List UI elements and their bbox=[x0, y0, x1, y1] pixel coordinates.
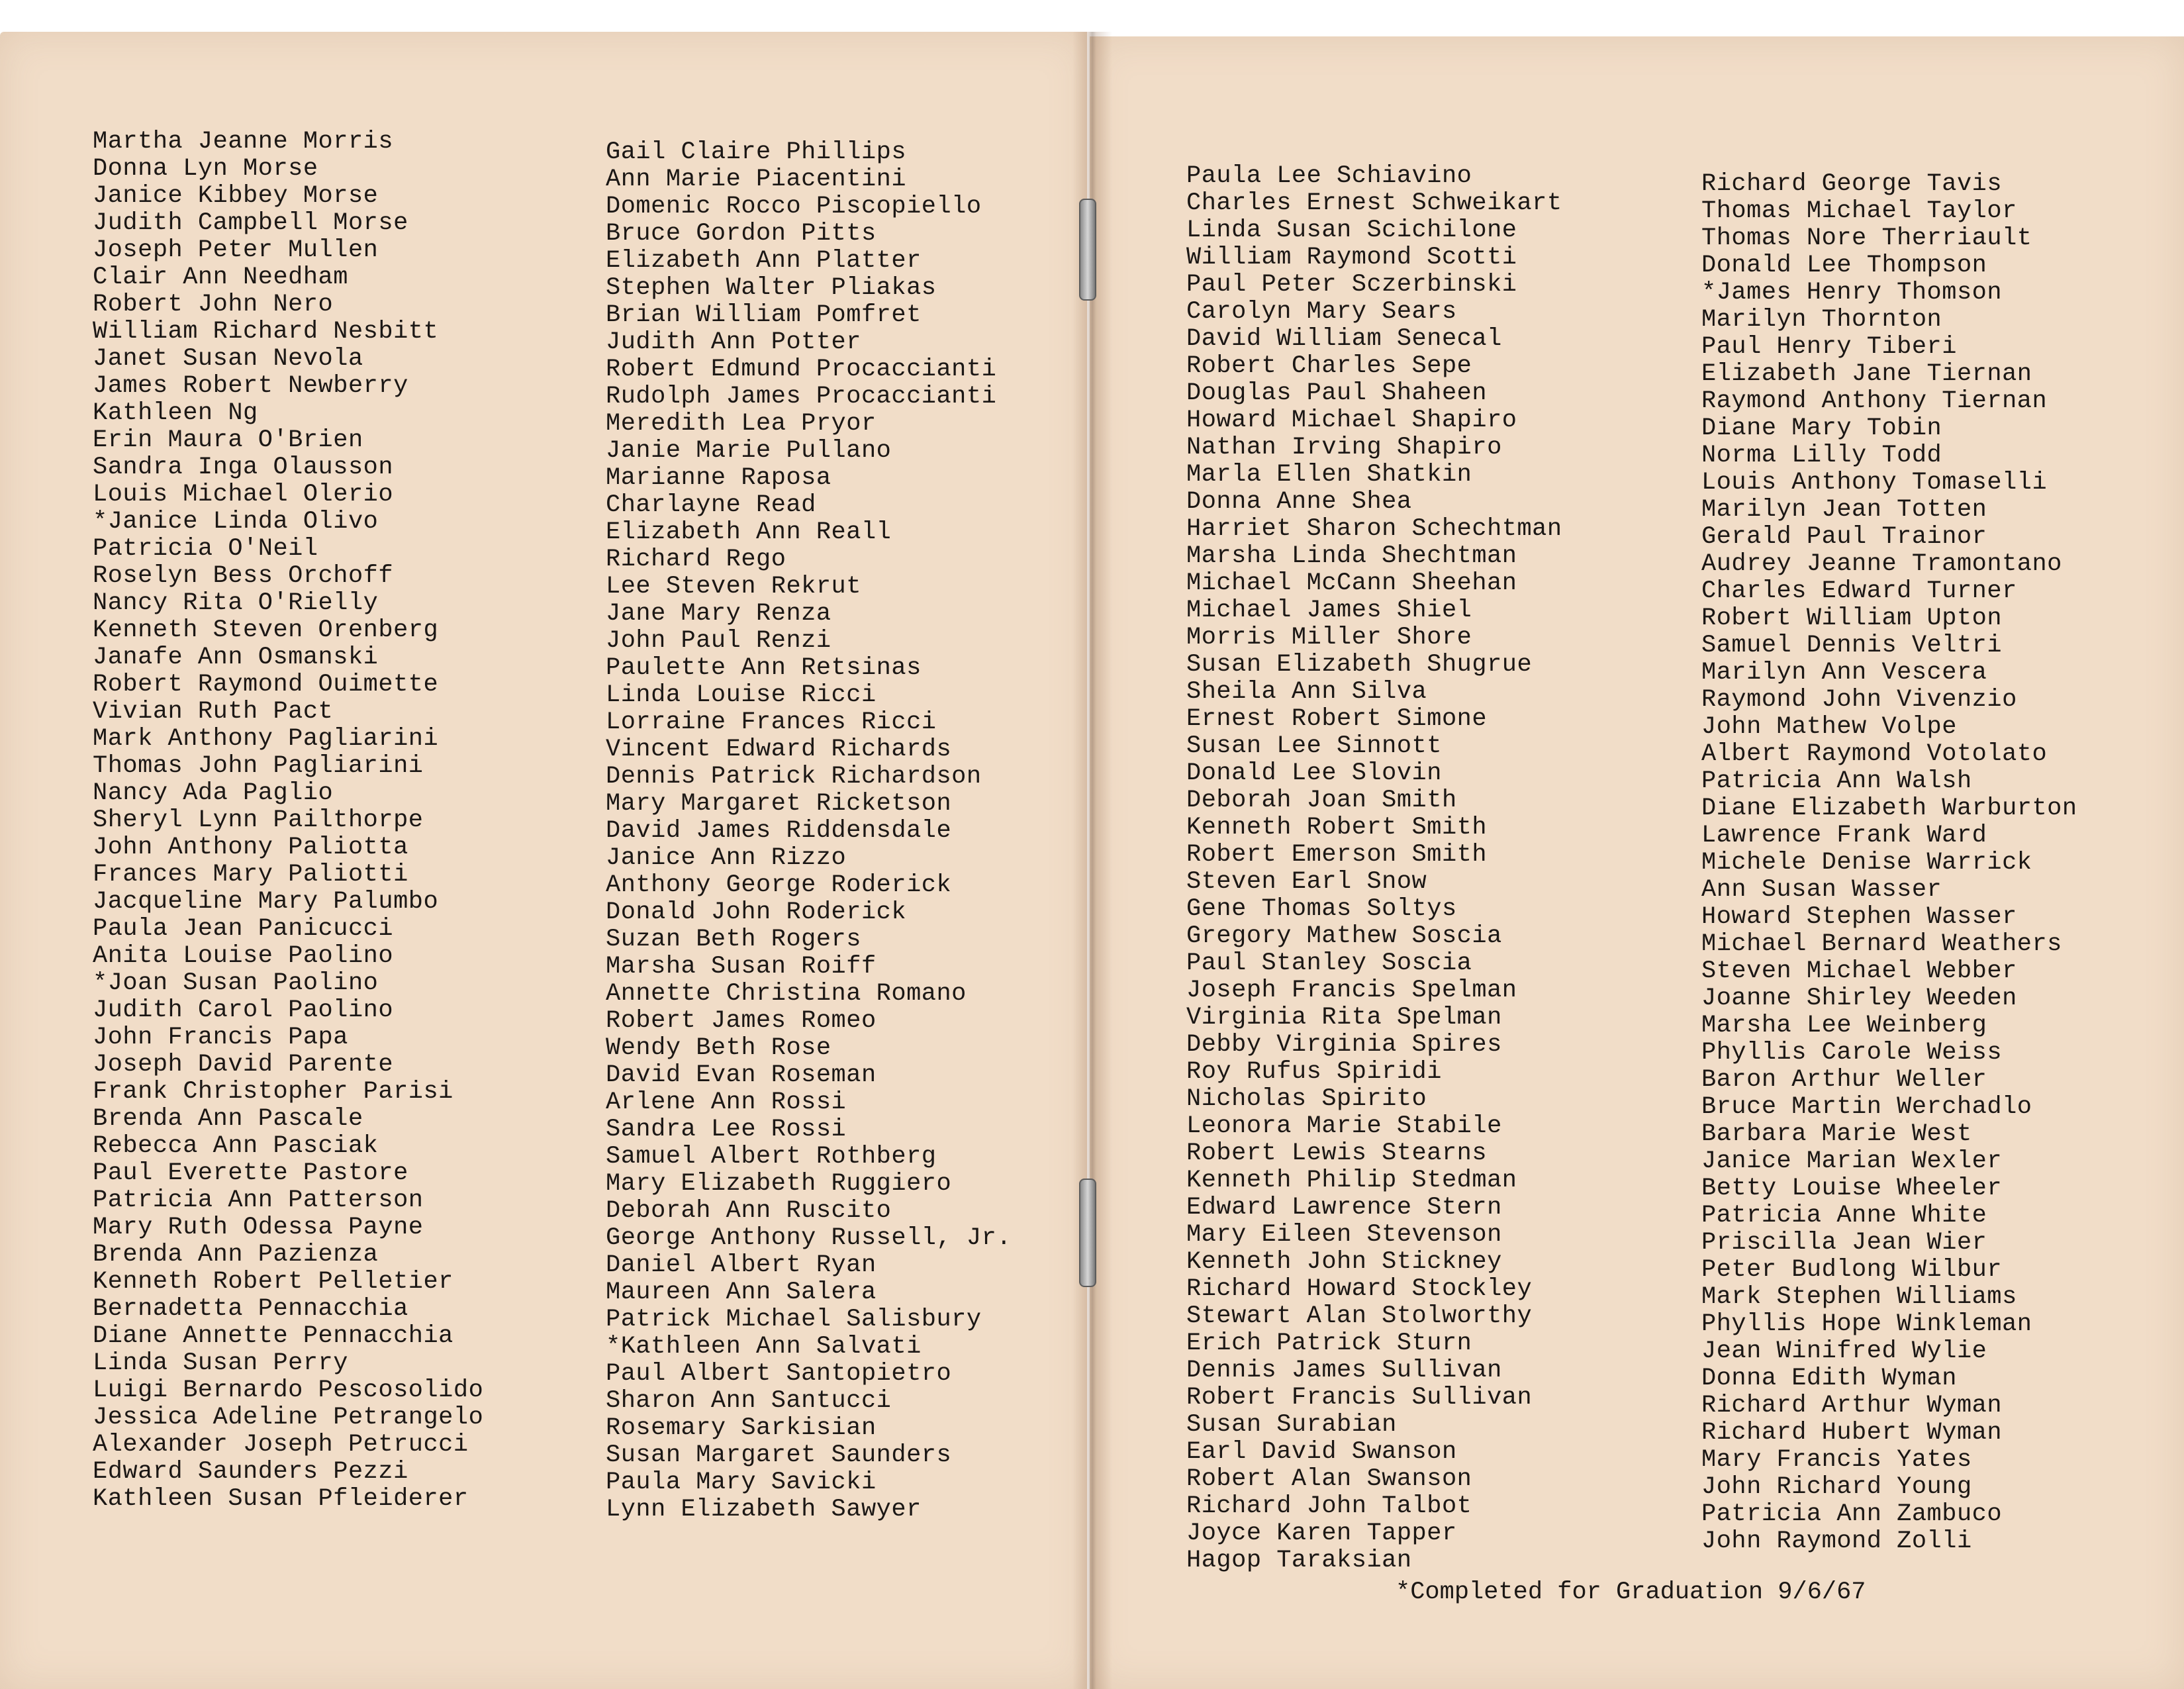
graduate-name: Sheila Ann Silva bbox=[1186, 678, 1427, 706]
graduate-name: Donald John Roderick bbox=[606, 898, 907, 926]
graduate-name: David William Senecal bbox=[1186, 325, 1502, 353]
graduate-name: Paul Henry Tiberi bbox=[1701, 333, 1957, 361]
graduate-name: *James Henry Thomson bbox=[1701, 279, 2003, 307]
graduate-name: Susan Elizabeth Shugrue bbox=[1186, 651, 1533, 679]
graduate-name: Donna Edith Wyman bbox=[1701, 1365, 1957, 1392]
graduate-name: Marsha Lee Weinberg bbox=[1701, 1012, 1987, 1039]
graduate-name: Mary Francis Yates bbox=[1701, 1446, 1972, 1474]
graduate-name: Patricia Ann Zambuco bbox=[1701, 1500, 2003, 1528]
graduate-name: Susan Surabian bbox=[1186, 1411, 1397, 1439]
graduate-name: Samuel Albert Rothberg bbox=[606, 1143, 937, 1171]
graduate-name: Douglas Paul Shaheen bbox=[1186, 379, 1488, 407]
graduate-name: Barbara Marie West bbox=[1701, 1120, 1972, 1148]
graduate-name: Albert Raymond Votolato bbox=[1701, 740, 2048, 768]
graduate-name: Janie Marie Pullano bbox=[606, 437, 892, 465]
graduate-name: Paula Mary Savicki bbox=[606, 1469, 877, 1496]
graduate-name: Linda Louise Ricci bbox=[606, 681, 877, 709]
graduate-name: Michael Bernard Weathers bbox=[1701, 930, 2062, 958]
graduate-name: Patrick Michael Salisbury bbox=[606, 1306, 982, 1333]
graduate-name: Paul Stanley Soscia bbox=[1186, 949, 1472, 977]
graduate-name: Paula Lee Schiavino bbox=[1186, 162, 1472, 190]
graduate-name: Norma Lilly Todd bbox=[1701, 442, 1942, 469]
graduate-name: Jean Winifred Wylie bbox=[1701, 1337, 1987, 1365]
graduate-name: Gerald Paul Trainor bbox=[1701, 523, 1987, 551]
graduate-name: Leonora Marie Stabile bbox=[1186, 1112, 1502, 1140]
graduate-name: Debby Virginia Spires bbox=[1186, 1031, 1502, 1059]
graduate-name: Charles Edward Turner bbox=[1701, 577, 2017, 605]
graduate-name: Deborah Joan Smith bbox=[1186, 787, 1457, 814]
graduate-name: Alexander Joseph Petrucci bbox=[93, 1431, 469, 1459]
graduate-name: Rudolph James Procaccianti bbox=[606, 383, 997, 410]
graduate-name: *Joan Susan Paolino bbox=[93, 969, 379, 997]
graduate-name: Kathleen Susan Pfleiderer bbox=[93, 1485, 469, 1513]
graduate-name: Mary Margaret Ricketson bbox=[606, 790, 952, 818]
graduate-name: Joseph Peter Mullen bbox=[93, 236, 379, 264]
graduate-name: Dennis James Sullivan bbox=[1186, 1357, 1502, 1384]
graduate-name: Diane Mary Tobin bbox=[1701, 414, 1942, 442]
graduate-name: Carolyn Mary Sears bbox=[1186, 298, 1457, 326]
graduate-name: Robert Emerson Smith bbox=[1186, 841, 1488, 869]
graduate-name: Steven Earl Snow bbox=[1186, 868, 1427, 896]
graduate-name: Louis Anthony Tomaselli bbox=[1701, 469, 2048, 497]
graduate-name: Marsha Linda Shechtman bbox=[1186, 542, 1517, 570]
graduate-name: Audrey Jeanne Tramontano bbox=[1701, 550, 2062, 578]
graduate-name: Donna Anne Shea bbox=[1186, 488, 1412, 516]
name-column-2 bbox=[606, 139, 1012, 1523]
graduate-name: Rosemary Sarkisian bbox=[606, 1414, 877, 1442]
graduate-name: Lee Steven Rekrut bbox=[606, 573, 861, 601]
graduate-name: Bruce Martin Werchadlo bbox=[1701, 1093, 2032, 1121]
name-column-1 bbox=[93, 128, 483, 1513]
graduate-name: Marsha Susan Roiff bbox=[606, 953, 877, 981]
graduate-name: Donald Lee Slovin bbox=[1186, 759, 1442, 787]
graduate-name: Daniel Albert Ryan bbox=[606, 1251, 877, 1279]
graduate-name: David Evan Roseman bbox=[606, 1061, 877, 1089]
graduate-name: William Raymond Scotti bbox=[1186, 244, 1517, 271]
graduate-name: Donald Lee Thompson bbox=[1701, 252, 1987, 279]
graduate-name: Ann Marie Piacentini bbox=[606, 166, 907, 193]
graduate-name: Kenneth John Stickney bbox=[1186, 1248, 1502, 1276]
graduate-name: Joanne Shirley Weeden bbox=[1701, 985, 2017, 1012]
graduate-name: Arlene Ann Rossi bbox=[606, 1088, 847, 1116]
graduate-name: Meredith Lea Pryor bbox=[606, 410, 877, 438]
graduate-name: Martha Jeanne Morris bbox=[93, 128, 394, 156]
graduate-name: Diane Annette Pennacchia bbox=[93, 1322, 453, 1350]
graduate-name: Thomas Michael Taylor bbox=[1701, 197, 2017, 225]
graduate-name: Sandra Inga Olausson bbox=[93, 454, 394, 481]
graduate-name: Patricia Anne White bbox=[1701, 1202, 1987, 1230]
graduate-name: Domenic Rocco Piscopiello bbox=[606, 193, 982, 220]
graduate-name: Joseph David Parente bbox=[93, 1051, 394, 1079]
graduate-name: Janafe Ann Osmanski bbox=[93, 644, 379, 671]
graduate-name: Michael James Shiel bbox=[1186, 597, 1472, 624]
graduate-name: Howard Stephen Wasser bbox=[1701, 903, 2017, 931]
graduate-name: Steven Michael Webber bbox=[1701, 957, 2017, 985]
graduate-name: John Mathew Volpe bbox=[1701, 713, 1957, 741]
graduate-name: Frank Christopher Parisi bbox=[93, 1078, 453, 1106]
graduate-name: Phyllis Hope Winkleman bbox=[1701, 1310, 2032, 1338]
graduate-name: Wendy Beth Rose bbox=[606, 1034, 831, 1062]
graduate-name: Stephen Walter Pliakas bbox=[606, 274, 937, 302]
graduate-name: Judith Ann Potter bbox=[606, 328, 861, 356]
graduate-name: Charles Ernest Schweikart bbox=[1186, 189, 1562, 217]
graduate-name: Erich Patrick Sturn bbox=[1186, 1329, 1472, 1357]
graduate-name: Marilyn Ann Vescera bbox=[1701, 659, 1987, 687]
graduate-name: Janice Kibbey Morse bbox=[93, 182, 379, 210]
graduate-name: Ann Susan Wasser bbox=[1701, 876, 1942, 904]
graduate-name: James Robert Newberry bbox=[93, 372, 408, 400]
graduate-name: Kenneth Robert Pelletier bbox=[93, 1268, 453, 1296]
graduate-name: *Janice Linda Olivo bbox=[93, 508, 379, 536]
graduate-name: Janet Susan Nevola bbox=[93, 345, 363, 373]
graduate-name: Baron Arthur Weller bbox=[1701, 1066, 1987, 1094]
graduate-name: Mary Elizabeth Ruggiero bbox=[606, 1170, 952, 1198]
graduate-name: Roselyn Bess Orchoff bbox=[93, 562, 394, 590]
graduation-footnote: *Completed for Graduation 9/6/67 bbox=[1396, 1578, 1866, 1606]
graduate-name: Luigi Bernardo Pescosolido bbox=[93, 1376, 484, 1404]
graduate-name: Patricia Ann Walsh bbox=[1701, 767, 1972, 795]
graduate-name: Paulette Ann Retsinas bbox=[606, 654, 922, 682]
name-column-4 bbox=[1701, 171, 2077, 1555]
graduate-name: Michele Denise Warrick bbox=[1701, 849, 2032, 877]
graduate-name: Anthony George Roderick bbox=[606, 871, 952, 899]
graduate-name: Rebecca Ann Pasciak bbox=[93, 1132, 379, 1160]
staple-bottom bbox=[1079, 1179, 1096, 1287]
graduate-name: Kenneth Steven Orenberg bbox=[93, 616, 439, 644]
graduate-name: Mark Anthony Pagliarini bbox=[93, 725, 439, 753]
graduate-name: Nicholas Spirito bbox=[1186, 1085, 1427, 1113]
graduate-name: William Richard Nesbitt bbox=[93, 318, 439, 346]
graduate-name: Deborah Ann Ruscito bbox=[606, 1197, 892, 1225]
graduate-name: Louis Michael Olerio bbox=[93, 481, 394, 508]
graduate-name: Raymond John Vivenzio bbox=[1701, 686, 2017, 714]
graduate-name: Annette Christina Romano bbox=[606, 980, 967, 1008]
graduate-name: Erin Maura O'Brien bbox=[93, 426, 363, 454]
graduate-name: Gregory Mathew Soscia bbox=[1186, 922, 1502, 950]
graduate-name: *Kathleen Ann Salvati bbox=[606, 1333, 922, 1361]
graduate-name: Lawrence Frank Ward bbox=[1701, 822, 1987, 849]
graduate-name: Diane Elizabeth Warburton bbox=[1701, 795, 2077, 822]
graduate-name: Judith Campbell Morse bbox=[93, 209, 408, 237]
graduate-name: Robert John Nero bbox=[93, 291, 334, 318]
graduate-name: Judith Carol Paolino bbox=[93, 996, 394, 1024]
graduate-name: Mary Eileen Stevenson bbox=[1186, 1221, 1502, 1249]
graduate-name: Mary Ruth Odessa Payne bbox=[93, 1214, 424, 1241]
graduate-name: Lorraine Frances Ricci bbox=[606, 708, 937, 736]
graduate-name: Susan Margaret Saunders bbox=[606, 1441, 952, 1469]
graduate-name: Joyce Karen Tapper bbox=[1186, 1520, 1457, 1547]
graduate-name: Paula Jean Panicucci bbox=[93, 915, 394, 943]
graduate-name: Richard Arthur Wyman bbox=[1701, 1392, 2003, 1420]
graduate-name: Marilyn Thornton bbox=[1701, 306, 1942, 334]
graduate-name: John Raymond Zolli bbox=[1701, 1527, 1972, 1555]
graduate-name: Charlayne Read bbox=[606, 491, 816, 519]
graduate-name: Elizabeth Ann Platter bbox=[606, 247, 922, 275]
graduate-name: Susan Lee Sinnott bbox=[1186, 732, 1442, 760]
graduate-name: Earl David Swanson bbox=[1186, 1438, 1457, 1466]
graduate-name: John Richard Young bbox=[1701, 1473, 1972, 1501]
graduate-name: Robert Lewis Stearns bbox=[1186, 1139, 1488, 1167]
graduate-name: Paul Peter Sczerbinski bbox=[1186, 271, 1517, 299]
graduate-name: Robert Francis Sullivan bbox=[1186, 1384, 1533, 1412]
graduate-name: Harriet Sharon Schechtman bbox=[1186, 515, 1562, 543]
graduate-name: Donna Lyn Morse bbox=[93, 155, 318, 183]
graduate-name: Dennis Patrick Richardson bbox=[606, 763, 982, 791]
graduate-name: Brian William Pomfret bbox=[606, 301, 922, 329]
graduate-name: Richard George Tavis bbox=[1701, 170, 2003, 198]
graduate-name: Brenda Ann Pascale bbox=[93, 1105, 363, 1133]
graduate-name: Robert Edmund Procaccianti bbox=[606, 356, 997, 383]
graduate-name: Bernadetta Pennacchia bbox=[93, 1295, 408, 1323]
graduate-name: Robert James Romeo bbox=[606, 1007, 877, 1035]
graduate-name: Mark Stephen Williams bbox=[1701, 1283, 2017, 1311]
staple-top bbox=[1079, 199, 1096, 301]
graduate-name: Patricia O'Neil bbox=[93, 535, 318, 563]
graduate-name: Ernest Robert Simone bbox=[1186, 705, 1488, 733]
graduate-name: Vivian Ruth Pact bbox=[93, 698, 334, 726]
graduate-name: Patricia Ann Patterson bbox=[93, 1186, 424, 1214]
graduate-name: Gene Thomas Soltys bbox=[1186, 895, 1457, 923]
graduate-name: Phyllis Carole Weiss bbox=[1701, 1039, 2003, 1067]
graduate-name: Gail Claire Phillips bbox=[606, 138, 907, 166]
graduate-name: Morris Miller Shore bbox=[1186, 624, 1472, 651]
graduate-name: Edward Saunders Pezzi bbox=[93, 1458, 408, 1486]
graduate-name: Michael McCann Sheehan bbox=[1186, 569, 1517, 597]
graduate-name: Elizabeth Ann Reall bbox=[606, 518, 892, 546]
graduate-name: Joseph Francis Spelman bbox=[1186, 977, 1517, 1004]
graduate-name: Paul Albert Santopietro bbox=[606, 1360, 952, 1388]
graduate-name: Janice Marian Wexler bbox=[1701, 1147, 2003, 1175]
graduate-name: Marla Ellen Shatkin bbox=[1186, 461, 1472, 489]
graduate-name: George Anthony Russell, Jr. bbox=[606, 1224, 1012, 1252]
graduate-name: Nancy Ada Paglio bbox=[93, 779, 334, 807]
graduate-name: Thomas Nore Therriault bbox=[1701, 224, 2032, 252]
graduate-name: Sharon Ann Santucci bbox=[606, 1387, 892, 1415]
graduate-name: Raymond Anthony Tiernan bbox=[1701, 387, 2048, 415]
graduate-name: Jane Mary Renza bbox=[606, 600, 831, 628]
graduate-name: John Francis Papa bbox=[93, 1024, 348, 1051]
graduate-name: Jessica Adeline Petrangelo bbox=[93, 1404, 484, 1431]
graduate-name: Robert Raymond Ouimette bbox=[93, 671, 439, 699]
graduate-name: Virginia Rita Spelman bbox=[1186, 1004, 1502, 1032]
graduate-name: Thomas John Pagliarini bbox=[93, 752, 424, 780]
graduate-name: Sandra Lee Rossi bbox=[606, 1116, 847, 1143]
graduate-name: Elizabeth Jane Tiernan bbox=[1701, 360, 2032, 388]
graduate-name: Jacqueline Mary Palumbo bbox=[93, 888, 439, 916]
graduate-name: Linda Susan Perry bbox=[93, 1349, 348, 1377]
graduate-name: Vincent Edward Richards bbox=[606, 736, 952, 763]
graduate-name: Betty Louise Wheeler bbox=[1701, 1175, 2003, 1202]
graduate-name: Richard Rego bbox=[606, 546, 786, 573]
name-column-3 bbox=[1186, 163, 1562, 1574]
graduate-name: Howard Michael Shapiro bbox=[1186, 407, 1517, 434]
graduate-name: David James Riddensdale bbox=[606, 817, 952, 845]
graduate-name: Marilyn Jean Totten bbox=[1701, 496, 1987, 524]
graduate-name: Frances Mary Paliotti bbox=[93, 861, 408, 889]
graduate-name: Bruce Gordon Pitts bbox=[606, 220, 877, 248]
graduate-name: Hagop Taraksian bbox=[1186, 1547, 1412, 1574]
graduate-name: Stewart Alan Stolworthy bbox=[1186, 1302, 1533, 1330]
graduate-name: Linda Susan Scichilone bbox=[1186, 217, 1517, 244]
graduate-name: Roy Rufus Spiridi bbox=[1186, 1058, 1442, 1086]
graduate-name: Richard Howard Stockley bbox=[1186, 1275, 1533, 1303]
graduate-name: Brenda Ann Pazienza bbox=[93, 1241, 379, 1269]
graduate-name: Robert Alan Swanson bbox=[1186, 1465, 1472, 1493]
graduate-name: Kenneth Philip Stedman bbox=[1186, 1167, 1517, 1194]
graduate-name: Sheryl Lynn Pailthorpe bbox=[93, 806, 424, 834]
graduate-name: Suzan Beth Rogers bbox=[606, 926, 861, 953]
graduate-name: Priscilla Jean Wier bbox=[1701, 1229, 1987, 1257]
graduate-name: Richard Hubert Wyman bbox=[1701, 1419, 2003, 1447]
graduate-name: Anita Louise Paolino bbox=[93, 942, 394, 970]
graduate-name: Richard John Talbot bbox=[1186, 1492, 1472, 1520]
graduate-name: Peter Budlong Wilbur bbox=[1701, 1256, 2003, 1284]
graduate-name: Lynn Elizabeth Sawyer bbox=[606, 1496, 922, 1523]
graduate-name: John Paul Renzi bbox=[606, 627, 831, 655]
graduate-name: Paul Everette Pastore bbox=[93, 1159, 408, 1187]
graduate-name: Robert William Upton bbox=[1701, 604, 2003, 632]
graduate-name: Marianne Raposa bbox=[606, 464, 831, 492]
graduate-name: Nathan Irving Shapiro bbox=[1186, 434, 1502, 461]
graduate-name: Kathleen Ng bbox=[93, 399, 258, 427]
graduate-name: Kenneth Robert Smith bbox=[1186, 814, 1488, 842]
graduate-name: Janice Ann Rizzo bbox=[606, 844, 847, 872]
graduate-name: John Anthony Paliotta bbox=[93, 834, 408, 861]
graduate-name: Clair Ann Needham bbox=[93, 264, 348, 291]
graduate-name: Samuel Dennis Veltri bbox=[1701, 632, 2003, 659]
graduate-name: Maureen Ann Salera bbox=[606, 1279, 877, 1306]
graduate-name: Robert Charles Sepe bbox=[1186, 352, 1472, 380]
graduate-name: Nancy Rita O'Rielly bbox=[93, 589, 379, 617]
graduate-name: Edward Lawrence Stern bbox=[1186, 1194, 1502, 1222]
